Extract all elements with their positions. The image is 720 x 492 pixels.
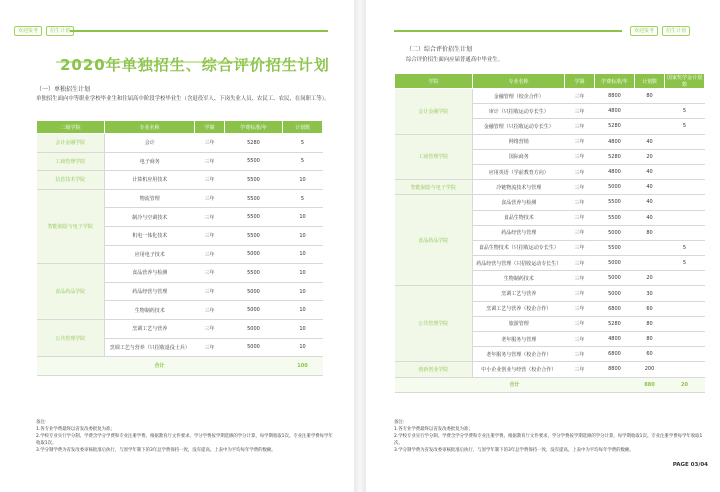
total-label: 合计 <box>395 377 635 392</box>
table-cell: 40 <box>635 180 665 195</box>
total-value: 100 <box>283 357 323 376</box>
table-cell: 40 <box>635 134 665 149</box>
table-cell <box>635 119 665 134</box>
table-cell: 5280 <box>595 316 635 331</box>
note-line: 1.各专业学费最终以省发改委批复为准； <box>36 427 115 432</box>
table-cell: 网络营销 <box>473 134 565 149</box>
table-cell: 5000 <box>595 180 635 195</box>
table-cell: 三年 <box>195 319 225 338</box>
table-cell: 30 <box>635 286 665 301</box>
table-cell: 机电一体化技术 <box>105 226 195 245</box>
page-title: 2020年单独招生、综合评价招生计划 <box>60 56 330 74</box>
table-cell: 审计（只招收运动专长生） <box>473 104 565 119</box>
page-number: PAGE 03/04 <box>672 462 708 468</box>
table-cell: 5500 <box>595 195 635 210</box>
total-row <box>395 377 705 392</box>
header-tag: 招生计划 <box>46 26 74 36</box>
table-cell: 三年 <box>565 240 595 255</box>
table-cell: 40 <box>635 210 665 225</box>
table-cell: 三年 <box>195 208 225 227</box>
table-cell <box>665 362 705 377</box>
table-cell: 烹调工艺与营养（只招收退役士兵） <box>105 338 195 357</box>
table-cell <box>665 134 705 149</box>
table-cell: 10 <box>283 301 323 320</box>
table-cell: 三年 <box>565 134 595 149</box>
table-cell: 40 <box>635 195 665 210</box>
intro-paragraph: 单独招生面向中等职业学校毕业生和往届高中阶段学校毕业生（含退役军人、下岗失业人员、农民工、农民、在岗职工等）。 <box>36 96 330 102</box>
table-cell: 制冷与空调技术 <box>105 208 195 227</box>
table-cell: 4800 <box>595 104 635 119</box>
table-cell: 生物制药技术 <box>105 301 195 320</box>
table-header-row <box>37 121 323 134</box>
college-cell: 信息技术学院 <box>37 171 105 190</box>
table-cell: 食品营养与检测 <box>473 195 565 210</box>
table-cell: 三年 <box>565 316 595 331</box>
table-cell: 烹调工艺与营养（校企合作） <box>473 301 565 316</box>
table-cell: 10 <box>283 264 323 283</box>
note-line: 1.各专业学费最终以省发改委批复为准； <box>394 427 473 432</box>
table-cell: 三年 <box>565 362 595 377</box>
table-cell: 三年 <box>195 152 225 171</box>
section-heading: （二）综合评价招生计划 <box>406 46 473 53</box>
table-cell <box>635 256 665 271</box>
total-value: 880 <box>635 377 665 392</box>
left-header-tags <box>14 26 74 36</box>
table-cell <box>665 210 705 225</box>
table-cell: 5 <box>665 256 705 271</box>
college-cell: 公共管理学院 <box>395 286 473 362</box>
table-cell: 生物制药技术 <box>473 271 565 286</box>
table-cell: 8800 <box>595 362 635 377</box>
header-tag: 欢迎报考 <box>14 26 42 36</box>
table-cell <box>665 271 705 286</box>
table-cell: 三年 <box>565 225 595 240</box>
table-cell <box>665 149 705 164</box>
college-cell: 工商管理学院 <box>37 152 105 171</box>
table-cell: 5000 <box>225 282 283 301</box>
table-cell: 4800 <box>595 332 635 347</box>
table-cell: 5000 <box>595 271 635 286</box>
table-cell: 5000 <box>225 301 283 320</box>
table-cell: 5280 <box>225 134 283 153</box>
table-row <box>37 189 323 208</box>
table-row <box>37 264 323 283</box>
column-header: 专业名称 <box>473 74 565 89</box>
college-cell: 食品药品学院 <box>37 264 105 320</box>
table-cell: 5000 <box>595 286 635 301</box>
table-cell: 三年 <box>565 149 595 164</box>
table-cell: 三年 <box>195 226 225 245</box>
table-cell: 20 <box>635 149 665 164</box>
table-row <box>37 134 323 153</box>
table-cell: 三年 <box>565 332 595 347</box>
table-cell: 10 <box>283 226 323 245</box>
table-cell: 10 <box>283 245 323 264</box>
table-cell: 10 <box>283 338 323 357</box>
table-cell: 三年 <box>565 286 595 301</box>
header-rule <box>70 30 328 32</box>
table-cell: 5500 <box>225 226 283 245</box>
table-cell: 药品经营与管理 <box>473 225 565 240</box>
table-cell: 三年 <box>565 164 595 179</box>
table-cell: 60 <box>635 347 665 362</box>
table-cell: 三年 <box>565 256 595 271</box>
table-cell: 6800 <box>595 347 635 362</box>
column-header: 国家奖学金计划数 <box>665 74 705 89</box>
table-cell <box>665 89 705 104</box>
table-cell: 三年 <box>565 89 595 104</box>
note-line: 备注： <box>36 420 50 425</box>
table-row <box>395 286 705 301</box>
table-cell: 80 <box>635 316 665 331</box>
table-cell: 三年 <box>195 282 225 301</box>
column-header: 计划数 <box>635 74 665 89</box>
table-cell: 5 <box>665 240 705 255</box>
table-cell: 计算机应用技术 <box>105 171 195 190</box>
table-header-row <box>395 74 705 89</box>
table-cell: 5 <box>283 189 323 208</box>
table-cell: 三年 <box>565 301 595 316</box>
table-row <box>395 134 705 149</box>
column-header: 专业名称 <box>105 121 195 134</box>
table-cell: 80 <box>635 225 665 240</box>
table-cell: 老年服务与管理 <box>473 332 565 347</box>
header-tag: 欢迎报考 <box>630 26 658 36</box>
right-page <box>366 0 720 492</box>
table-cell: 三年 <box>565 271 595 286</box>
header-rule <box>394 30 622 32</box>
table-cell: 中小企业创业与经营（校企合作） <box>473 362 565 377</box>
table-cell: 8800 <box>595 89 635 104</box>
table-cell: 10 <box>283 282 323 301</box>
table-cell: 5500 <box>595 240 635 255</box>
table-cell: 三年 <box>195 134 225 153</box>
table-row <box>395 362 705 377</box>
table-cell: 三年 <box>565 104 595 119</box>
table-cell: 10 <box>283 208 323 227</box>
total-extra: 20 <box>665 377 705 392</box>
table-cell: 烹调工艺与营养 <box>473 286 565 301</box>
table-cell: 金融管理（只招收运动专长生） <box>473 119 565 134</box>
column-header: 学制 <box>565 74 595 89</box>
table-cell: 5 <box>283 134 323 153</box>
table-cell: 食品生物技术 <box>473 210 565 225</box>
table-cell: 5500 <box>225 171 283 190</box>
table-cell: 三年 <box>195 171 225 190</box>
page-gutter <box>354 0 366 492</box>
table-cell <box>665 347 705 362</box>
right-header-tags <box>630 26 690 36</box>
college-cell: 创新创业学院 <box>395 362 473 377</box>
enrollment-table-independent <box>36 120 323 376</box>
table-cell: 老年服务与管理（校企合作） <box>473 347 565 362</box>
table-row <box>37 171 323 190</box>
table-cell: 40 <box>635 164 665 179</box>
table-cell: 20 <box>635 271 665 286</box>
table-cell: 5 <box>665 119 705 134</box>
intro-paragraph: 综合评价招生面向应届普通高中毕业生。 <box>406 57 504 63</box>
column-header: 二级学院 <box>37 121 105 134</box>
table-cell: 国际商务 <box>473 149 565 164</box>
note-line: 3.学分制学费为省发改委审核批准后执行，与原学年制下的3年总学费保持一致，没有提高。上表中为平均每年学费的数额。 <box>394 448 634 453</box>
table-cell: 金融管理（校企合作） <box>473 89 565 104</box>
college-cell: 工商管理学院 <box>395 134 473 180</box>
note-line: 2.学校专业实行学分制。学费含学分学费和专业注册学费。根据教育厅文件要求，学分学费按学期选修的学分计算，每学期收取1次。专业注册学费每学年收取1次。 <box>36 434 333 446</box>
table-row <box>395 89 705 104</box>
table-cell: 5 <box>283 152 323 171</box>
table-cell: 三年 <box>565 119 595 134</box>
table-cell: 200 <box>635 362 665 377</box>
column-header: 学费标准/年 <box>225 121 283 134</box>
note-line: 备注： <box>394 420 408 425</box>
college-cell: 会计金融学院 <box>37 134 105 153</box>
table-cell <box>665 286 705 301</box>
table-cell <box>665 195 705 210</box>
table-cell: 物流管理 <box>105 189 195 208</box>
table-cell: 5280 <box>595 119 635 134</box>
table-cell: 5500 <box>595 210 635 225</box>
table-cell: 6800 <box>595 301 635 316</box>
table-cell: 5000 <box>595 256 635 271</box>
table-cell: 药品经营与管理 <box>105 282 195 301</box>
table-cell: 5 <box>665 104 705 119</box>
table-cell: 食品营养与检测 <box>105 264 195 283</box>
notes-block <box>394 419 706 454</box>
table-cell: 5280 <box>595 149 635 164</box>
table-row <box>37 319 323 338</box>
table-cell: 三年 <box>195 338 225 357</box>
table-cell <box>635 104 665 119</box>
table-cell <box>635 240 665 255</box>
section-heading: （一）单独招生计划 <box>36 86 91 93</box>
note-line: 3.学分制学费为省发改委审核批准后执行，与原学年制下的3年总学费保持一致，没有提高。上表中为平均每年学费的数额。 <box>36 448 276 453</box>
table-cell: 5000 <box>595 225 635 240</box>
table-cell <box>665 180 705 195</box>
table-cell: 食品生物技术（只招收运动专长生） <box>473 240 565 255</box>
left-page <box>0 0 354 492</box>
table-cell: 三年 <box>195 264 225 283</box>
total-label: 合计 <box>37 357 283 376</box>
enrollment-table-comprehensive <box>394 73 705 393</box>
header-tag: 招生计划 <box>662 26 690 36</box>
notes-block <box>36 419 336 454</box>
table-cell <box>665 164 705 179</box>
table-cell: 60 <box>635 301 665 316</box>
college-cell: 智能制造与电子学院 <box>37 189 105 263</box>
total-row <box>37 357 323 376</box>
table-cell: 5000 <box>225 319 283 338</box>
table-cell: 10 <box>283 319 323 338</box>
table-cell <box>665 332 705 347</box>
table-cell: 三年 <box>565 347 595 362</box>
table-cell: 4800 <box>595 134 635 149</box>
column-header: 学院 <box>395 74 473 89</box>
table-cell: 三年 <box>195 301 225 320</box>
column-header: 学费标准/年 <box>595 74 635 89</box>
table-cell: 会计 <box>105 134 195 153</box>
table-cell: 烹调工艺与营养 <box>105 319 195 338</box>
college-cell: 会计金融学院 <box>395 89 473 135</box>
table-cell: 应用英语（学前教育方向） <box>473 164 565 179</box>
table-cell: 三年 <box>195 245 225 264</box>
table-cell: 冷链物流技术与管理 <box>473 180 565 195</box>
table-cell: 三年 <box>565 195 595 210</box>
note-line: 2.学校专业实行学分制。学费含学分学费和专业注册学费。根据教育厅文件要求，学分学费按学期选修的学分计算，每学期收取1次。专业注册学费每学年收取1次。 <box>394 434 703 446</box>
table-cell <box>665 316 705 331</box>
table-cell: 5500 <box>225 189 283 208</box>
table-row <box>395 180 705 195</box>
table-cell: 5000 <box>225 245 283 264</box>
college-cell: 智能制造与电子学院 <box>395 180 473 195</box>
table-cell: 药品经营与管理（只招收运动专长生） <box>473 256 565 271</box>
table-cell: 4800 <box>595 164 635 179</box>
table-cell <box>665 301 705 316</box>
table-row <box>37 152 323 171</box>
table-cell: 5500 <box>225 152 283 171</box>
column-header: 计划数 <box>283 121 323 134</box>
table-cell: 旅游管理 <box>473 316 565 331</box>
table-cell: 5500 <box>225 264 283 283</box>
table-cell: 5000 <box>225 338 283 357</box>
table-cell: 应用电子技术 <box>105 245 195 264</box>
table-cell: 5500 <box>225 208 283 227</box>
college-cell: 食品药品学院 <box>395 195 473 286</box>
table-row <box>395 195 705 210</box>
table-cell: 电子商务 <box>105 152 195 171</box>
table-cell <box>665 225 705 240</box>
college-cell: 公共管理学院 <box>37 319 105 356</box>
table-cell: 三年 <box>565 180 595 195</box>
table-cell: 三年 <box>195 189 225 208</box>
table-cell: 10 <box>283 171 323 190</box>
table-cell: 三年 <box>565 210 595 225</box>
column-header: 学制 <box>195 121 225 134</box>
table-cell: 80 <box>635 89 665 104</box>
table-cell: 80 <box>635 332 665 347</box>
